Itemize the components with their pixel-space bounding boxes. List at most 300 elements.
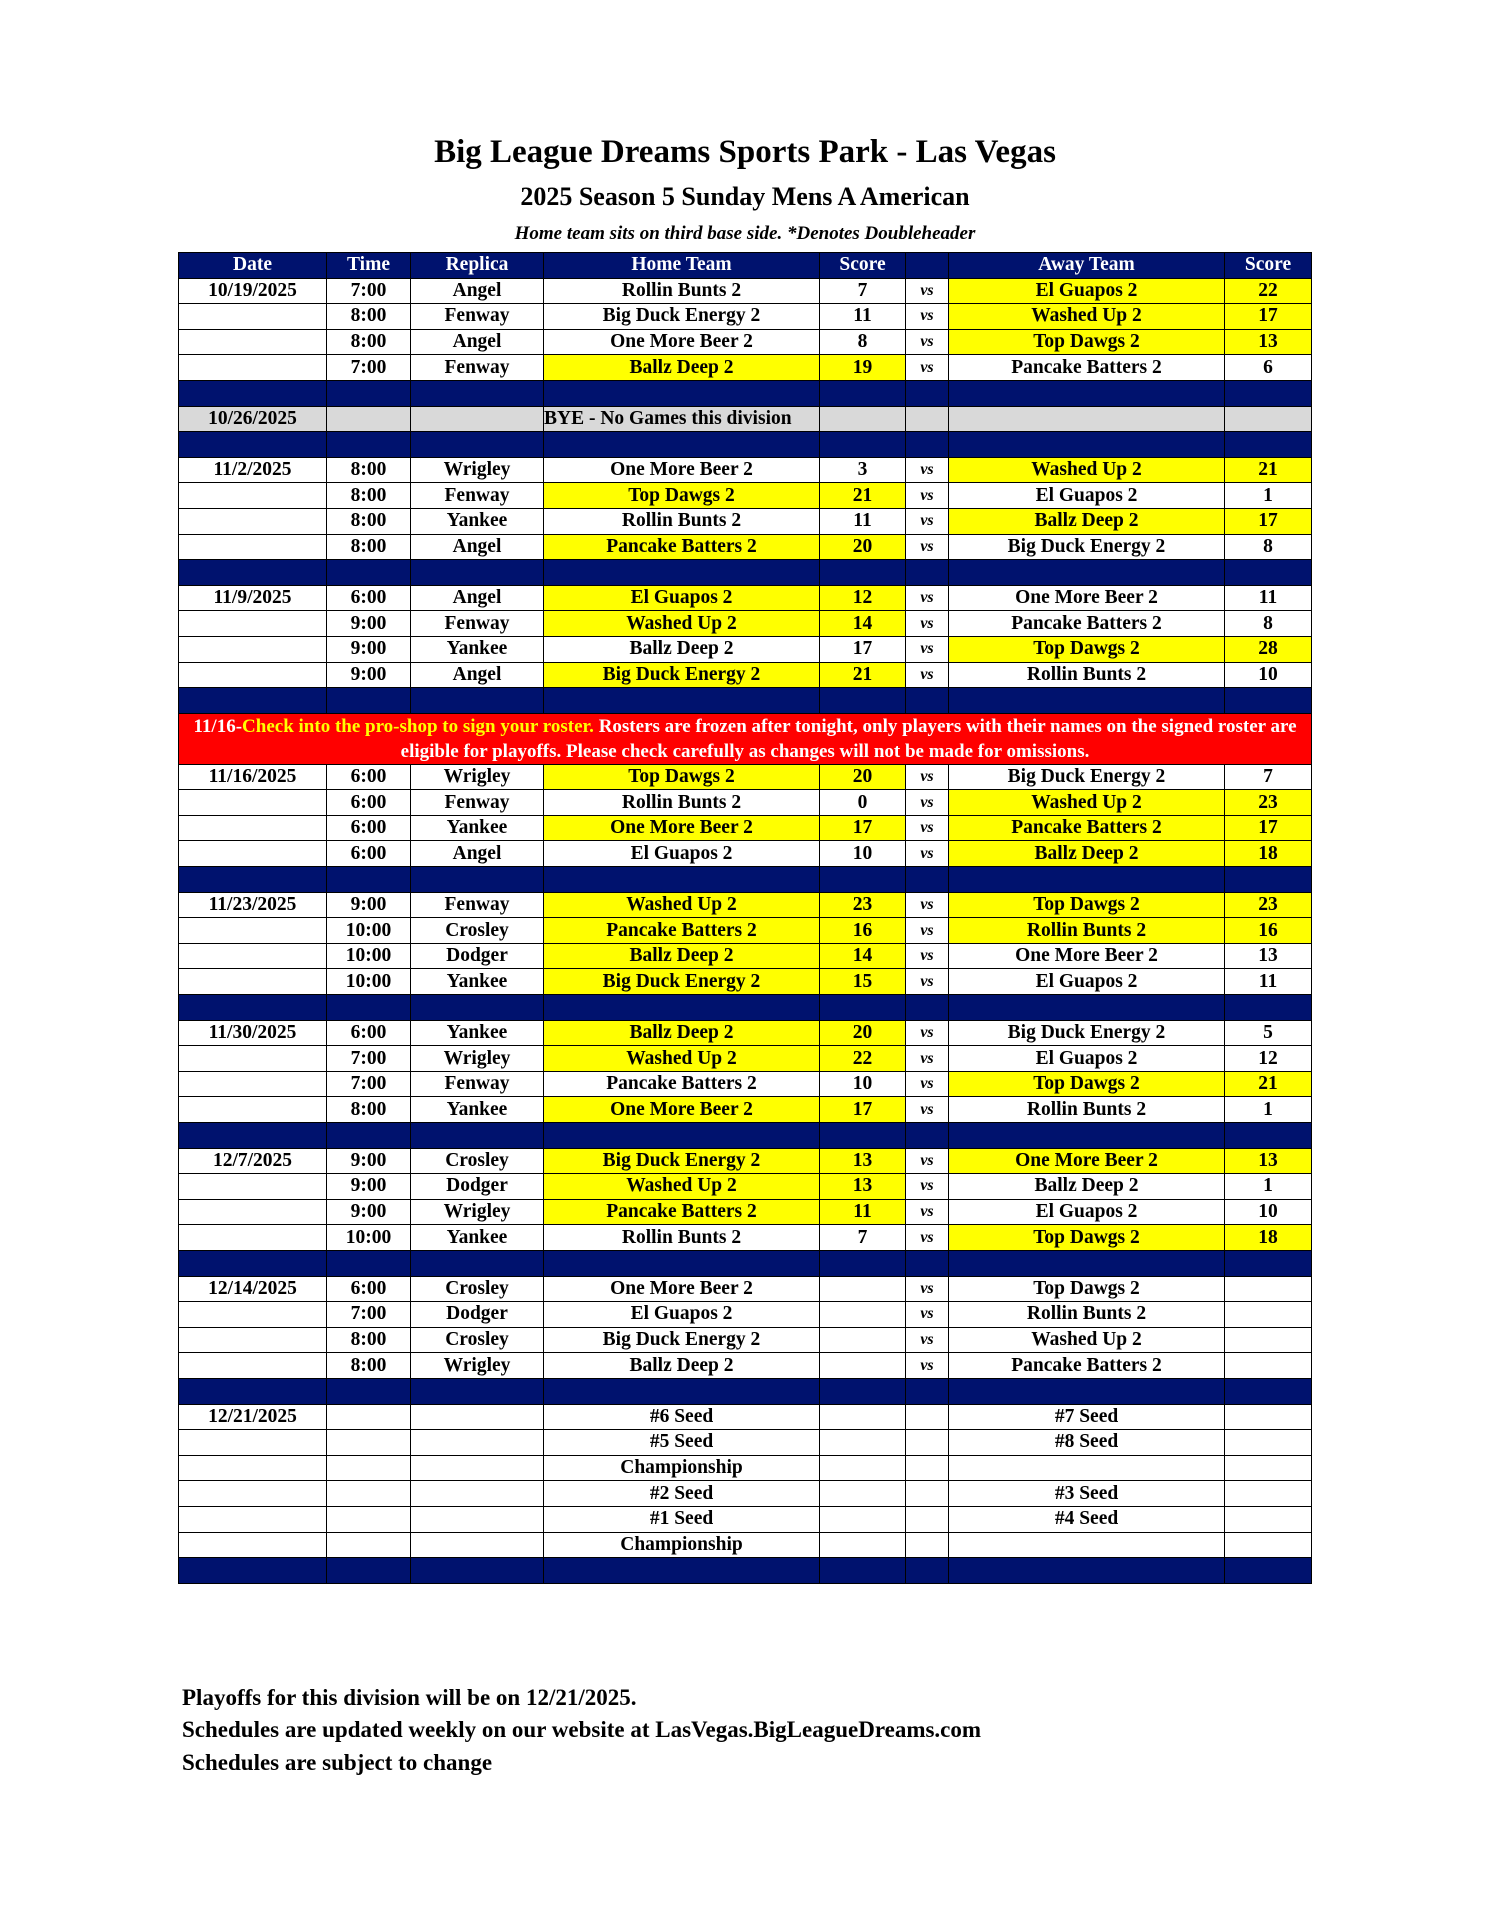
separator-cell xyxy=(820,1558,906,1584)
away-score-cell xyxy=(1225,1481,1312,1507)
date-cell xyxy=(179,1225,327,1251)
separator-cell xyxy=(327,867,411,893)
footer-change-note: Schedules are subject to change xyxy=(182,1750,493,1775)
away-score-cell: 28 xyxy=(1225,636,1312,662)
vs-cell xyxy=(906,406,949,432)
time-cell: 9:00 xyxy=(327,611,411,637)
game-row xyxy=(179,585,1312,611)
replica-field-cell: Wrigley xyxy=(411,457,544,483)
time-cell: 6:00 xyxy=(327,841,411,867)
home-team-cell: Rollin Bunts 2 xyxy=(544,1225,820,1251)
replica-cell xyxy=(411,1506,544,1532)
separator-cell xyxy=(820,867,906,893)
home-team-cell: Pancake Batters 2 xyxy=(544,534,820,560)
header-away-team: Away Team xyxy=(949,253,1225,279)
vs-cell: vs xyxy=(906,892,949,918)
separator-cell xyxy=(179,1123,327,1149)
vs-cell xyxy=(906,1481,949,1507)
vs-cell xyxy=(906,1404,949,1430)
home-team-cell: Pancake Batters 2 xyxy=(544,1071,820,1097)
away-team-cell: Pancake Batters 2 xyxy=(949,1353,1225,1379)
separator-cell xyxy=(906,380,949,406)
date-cell xyxy=(179,1481,327,1507)
separator-cell xyxy=(544,560,820,586)
away-seed-cell: #8 Seed xyxy=(949,1430,1225,1456)
home-score-cell: 10 xyxy=(820,1071,906,1097)
separator-cell xyxy=(179,867,327,893)
away-team-cell: Big Duck Energy 2 xyxy=(949,764,1225,790)
separator-cell xyxy=(544,688,820,714)
home-team-cell: Ballz Deep 2 xyxy=(544,943,820,969)
replica-cell xyxy=(411,1430,544,1456)
away-score-cell: 21 xyxy=(1225,1071,1312,1097)
replica-field-cell: Crosley xyxy=(411,918,544,944)
vs-cell: vs xyxy=(906,304,949,330)
home-team-cell: Big Duck Energy 2 xyxy=(544,1148,820,1174)
separator-cell xyxy=(820,1378,906,1404)
away-score-cell: 6 xyxy=(1225,355,1312,381)
time-cell: 7:00 xyxy=(327,1071,411,1097)
week-separator-row xyxy=(179,1558,1312,1584)
time-cell: 9:00 xyxy=(327,1199,411,1225)
time-cell: 8:00 xyxy=(327,457,411,483)
separator-cell xyxy=(411,380,544,406)
home-score-cell xyxy=(820,1353,906,1379)
away-score-cell: 17 xyxy=(1225,508,1312,534)
away-team-cell: Big Duck Energy 2 xyxy=(949,1020,1225,1046)
separator-cell xyxy=(820,688,906,714)
date-cell: 11/2/2025 xyxy=(179,457,327,483)
date-cell: 12/14/2025 xyxy=(179,1276,327,1302)
away-team-cell: Top Dawgs 2 xyxy=(949,1276,1225,1302)
separator-cell xyxy=(411,995,544,1021)
home-score-cell: 8 xyxy=(820,329,906,355)
separator-cell xyxy=(949,432,1225,458)
separator-cell xyxy=(906,1250,949,1276)
home-score-cell xyxy=(820,1455,906,1481)
separator-cell xyxy=(949,1558,1225,1584)
away-score-cell: 7 xyxy=(1225,764,1312,790)
replica-field-cell: Dodger xyxy=(411,943,544,969)
separator-cell xyxy=(544,432,820,458)
separator-cell xyxy=(906,995,949,1021)
time-cell: 6:00 xyxy=(327,1276,411,1302)
home-score-cell: 3 xyxy=(820,457,906,483)
time-cell: 10:00 xyxy=(327,918,411,944)
separator-cell xyxy=(906,688,949,714)
date-cell: 11/9/2025 xyxy=(179,585,327,611)
vs-cell: vs xyxy=(906,1225,949,1251)
away-team-cell: One More Beer 2 xyxy=(949,585,1225,611)
replica-field-cell: Wrigley xyxy=(411,1353,544,1379)
week-separator-row xyxy=(179,688,1312,714)
away-score-cell: 13 xyxy=(1225,943,1312,969)
vs-cell: vs xyxy=(906,918,949,944)
separator-cell xyxy=(906,1558,949,1584)
game-row xyxy=(179,457,1312,483)
vs-cell: vs xyxy=(906,1148,949,1174)
home-score-cell xyxy=(820,1430,906,1456)
replica-cell xyxy=(411,1455,544,1481)
separator-cell xyxy=(906,867,949,893)
home-team-cell: Top Dawgs 2 xyxy=(544,483,820,509)
replica-cell xyxy=(411,406,544,432)
vs-cell xyxy=(906,1532,949,1558)
date-cell xyxy=(179,1199,327,1225)
away-score-cell xyxy=(1225,1532,1312,1558)
home-team-cell: One More Beer 2 xyxy=(544,1276,820,1302)
time-cell xyxy=(327,1455,411,1481)
replica-field-cell: Fenway xyxy=(411,790,544,816)
home-score-cell xyxy=(820,1532,906,1558)
vs-cell: vs xyxy=(906,790,949,816)
separator-cell xyxy=(411,1250,544,1276)
time-cell: 9:00 xyxy=(327,892,411,918)
home-seed-cell: Championship xyxy=(544,1532,820,1558)
vs-cell: vs xyxy=(906,534,949,560)
replica-field-cell: Yankee xyxy=(411,815,544,841)
date-cell xyxy=(179,534,327,560)
separator-cell xyxy=(411,1558,544,1584)
away-team-cell: Washed Up 2 xyxy=(949,304,1225,330)
header-time: Time xyxy=(327,253,411,279)
away-score-cell xyxy=(1225,1404,1312,1430)
home-score-cell: 10 xyxy=(820,841,906,867)
away-team-cell: El Guapos 2 xyxy=(949,483,1225,509)
home-team-cell: Washed Up 2 xyxy=(544,611,820,637)
home-team-cell: Big Duck Energy 2 xyxy=(544,662,820,688)
home-team-cell: Ballz Deep 2 xyxy=(544,636,820,662)
game-row xyxy=(179,1097,1312,1123)
time-cell: 6:00 xyxy=(327,790,411,816)
replica-field-cell: Angel xyxy=(411,534,544,560)
game-row xyxy=(179,304,1312,330)
away-score-cell: 17 xyxy=(1225,304,1312,330)
home-score-cell: 13 xyxy=(820,1148,906,1174)
date-cell xyxy=(179,1353,327,1379)
time-cell: 8:00 xyxy=(327,1327,411,1353)
home-team-cell: Big Duck Energy 2 xyxy=(544,304,820,330)
away-team-cell: Rollin Bunts 2 xyxy=(949,1302,1225,1328)
week-separator-row xyxy=(179,995,1312,1021)
game-row xyxy=(179,1225,1312,1251)
away-team-cell: Pancake Batters 2 xyxy=(949,355,1225,381)
time-cell: 7:00 xyxy=(327,1302,411,1328)
separator-cell xyxy=(949,1250,1225,1276)
roster-notice-row xyxy=(179,713,1312,764)
week-separator-row xyxy=(179,1378,1312,1404)
date-cell xyxy=(179,918,327,944)
separator-cell xyxy=(544,1558,820,1584)
separator-cell xyxy=(1225,867,1312,893)
separator-cell xyxy=(411,1123,544,1149)
playoff-row xyxy=(179,1455,1312,1481)
home-team-cell: One More Beer 2 xyxy=(544,815,820,841)
away-seed-cell xyxy=(949,1532,1225,1558)
vs-cell: vs xyxy=(906,841,949,867)
replica-field-cell: Yankee xyxy=(411,636,544,662)
vs-cell: vs xyxy=(906,662,949,688)
game-row xyxy=(179,841,1312,867)
vs-cell: vs xyxy=(906,278,949,304)
home-score-cell: 23 xyxy=(820,892,906,918)
date-cell xyxy=(179,1046,327,1072)
game-row xyxy=(179,892,1312,918)
away-team-cell: Pancake Batters 2 xyxy=(949,815,1225,841)
replica-field-cell: Wrigley xyxy=(411,764,544,790)
date-cell: 11/23/2025 xyxy=(179,892,327,918)
home-score-cell: 21 xyxy=(820,662,906,688)
vs-cell: vs xyxy=(906,969,949,995)
header-date: Date xyxy=(179,253,327,279)
away-score-cell: 13 xyxy=(1225,1148,1312,1174)
away-team-cell: El Guapos 2 xyxy=(949,1199,1225,1225)
separator-cell xyxy=(906,1123,949,1149)
separator-cell xyxy=(544,380,820,406)
away-team-cell: Ballz Deep 2 xyxy=(949,1174,1225,1200)
away-score-cell: 8 xyxy=(1225,534,1312,560)
home-score-cell: 12 xyxy=(820,585,906,611)
away-team-cell: Top Dawgs 2 xyxy=(949,1225,1225,1251)
home-score-cell xyxy=(820,406,906,432)
game-row xyxy=(179,1071,1312,1097)
away-team-cell: Rollin Bunts 2 xyxy=(949,1097,1225,1123)
away-seed-cell xyxy=(949,1455,1225,1481)
vs-cell: vs xyxy=(906,355,949,381)
date-cell: 10/26/2025 xyxy=(179,406,327,432)
separator-cell xyxy=(411,867,544,893)
date-cell xyxy=(179,1506,327,1532)
replica-field-cell: Angel xyxy=(411,585,544,611)
away-score-cell: 21 xyxy=(1225,457,1312,483)
vs-cell: vs xyxy=(906,1353,949,1379)
week-separator-row xyxy=(179,560,1312,586)
home-team-cell: El Guapos 2 xyxy=(544,841,820,867)
date-cell xyxy=(179,329,327,355)
time-cell xyxy=(327,1430,411,1456)
home-score-cell xyxy=(820,1404,906,1430)
away-team-cell: Rollin Bunts 2 xyxy=(949,662,1225,688)
replica-cell xyxy=(411,1532,544,1558)
replica-field-cell: Dodger xyxy=(411,1302,544,1328)
notice-highlight: Check into the pro-shop to sign your roster. xyxy=(242,715,594,737)
playoff-row xyxy=(179,1481,1312,1507)
home-team-cell: One More Beer 2 xyxy=(544,329,820,355)
time-cell: 9:00 xyxy=(327,636,411,662)
game-row xyxy=(179,662,1312,688)
away-score-cell xyxy=(1225,1302,1312,1328)
away-score-cell: 10 xyxy=(1225,1199,1312,1225)
home-score-cell: 11 xyxy=(820,1199,906,1225)
away-score-cell xyxy=(1225,1327,1312,1353)
separator-cell xyxy=(820,1123,906,1149)
footer-website-note: Schedules are updated weekly on our website at LasVegas.BigLeagueDreams.com xyxy=(182,1717,982,1742)
vs-cell xyxy=(906,1430,949,1456)
game-row xyxy=(179,1020,1312,1046)
vs-cell: vs xyxy=(906,1199,949,1225)
replica-field-cell: Fenway xyxy=(411,611,544,637)
date-cell xyxy=(179,1455,327,1481)
separator-cell xyxy=(544,867,820,893)
home-score-cell: 17 xyxy=(820,815,906,841)
home-team-cell: Washed Up 2 xyxy=(544,1174,820,1200)
separator-cell xyxy=(949,380,1225,406)
separator-cell xyxy=(411,432,544,458)
bye-text: BYE - No Games this division xyxy=(544,406,820,432)
time-cell: 8:00 xyxy=(327,508,411,534)
replica-field-cell: Yankee xyxy=(411,1225,544,1251)
date-cell: 11/30/2025 xyxy=(179,1020,327,1046)
away-team-cell: Pancake Batters 2 xyxy=(949,611,1225,637)
game-row xyxy=(179,329,1312,355)
vs-cell: vs xyxy=(906,943,949,969)
week-separator-row xyxy=(179,432,1312,458)
vs-cell xyxy=(906,1506,949,1532)
game-row xyxy=(179,1327,1312,1353)
home-team-cell: El Guapos 2 xyxy=(544,585,820,611)
date-cell xyxy=(179,1174,327,1200)
date-cell: 10/19/2025 xyxy=(179,278,327,304)
game-row xyxy=(179,969,1312,995)
away-score-cell xyxy=(1225,1506,1312,1532)
home-team-cell: Washed Up 2 xyxy=(544,892,820,918)
vs-cell: vs xyxy=(906,1276,949,1302)
separator-cell xyxy=(544,995,820,1021)
away-team-cell: Big Duck Energy 2 xyxy=(949,534,1225,560)
separator-cell xyxy=(1225,1250,1312,1276)
separator-cell xyxy=(179,1558,327,1584)
date-cell xyxy=(179,790,327,816)
time-cell: 7:00 xyxy=(327,1046,411,1072)
away-score-cell: 12 xyxy=(1225,1046,1312,1072)
time-cell: 7:00 xyxy=(327,278,411,304)
away-score-cell: 23 xyxy=(1225,892,1312,918)
separator-cell xyxy=(327,1558,411,1584)
separator-cell xyxy=(1225,1558,1312,1584)
vs-cell: vs xyxy=(906,1020,949,1046)
schedule-body xyxy=(179,253,1312,1584)
separator-cell xyxy=(949,995,1225,1021)
home-team-cell: One More Beer 2 xyxy=(544,1097,820,1123)
separator-cell xyxy=(179,560,327,586)
home-score-cell: 0 xyxy=(820,790,906,816)
game-row xyxy=(179,815,1312,841)
away-score-cell xyxy=(1225,1430,1312,1456)
home-score-cell: 20 xyxy=(820,764,906,790)
vs-cell: vs xyxy=(906,815,949,841)
separator-cell xyxy=(1225,688,1312,714)
schedule-table xyxy=(178,252,1312,1584)
separator-cell xyxy=(544,1123,820,1149)
game-row xyxy=(179,355,1312,381)
home-score-cell xyxy=(820,1506,906,1532)
vs-cell: vs xyxy=(906,1046,949,1072)
home-team-cell: Ballz Deep 2 xyxy=(544,355,820,381)
away-team-cell: Washed Up 2 xyxy=(949,790,1225,816)
home-score-cell: 17 xyxy=(820,1097,906,1123)
game-row xyxy=(179,508,1312,534)
vs-cell xyxy=(906,1455,949,1481)
game-row xyxy=(179,1046,1312,1072)
home-score-cell: 21 xyxy=(820,483,906,509)
date-cell xyxy=(179,1071,327,1097)
time-cell: 6:00 xyxy=(327,815,411,841)
away-team-cell: One More Beer 2 xyxy=(949,943,1225,969)
home-score-cell: 14 xyxy=(820,611,906,637)
away-score-cell: 16 xyxy=(1225,918,1312,944)
home-team-cell: One More Beer 2 xyxy=(544,457,820,483)
home-score-cell: 11 xyxy=(820,304,906,330)
time-cell: 10:00 xyxy=(327,1225,411,1251)
separator-cell xyxy=(1225,1123,1312,1149)
away-score-cell: 13 xyxy=(1225,329,1312,355)
page-title: Big League Dreams Sports Park - Las Vegas xyxy=(434,134,1056,170)
separator-cell xyxy=(411,560,544,586)
home-score-cell: 13 xyxy=(820,1174,906,1200)
replica-cell xyxy=(411,1481,544,1507)
date-cell xyxy=(179,1302,327,1328)
replica-field-cell: Fenway xyxy=(411,304,544,330)
footer-playoffs-note: Playoffs for this division will be on 12/21/2025. xyxy=(182,1685,637,1710)
week-separator-row xyxy=(179,867,1312,893)
separator-cell xyxy=(327,560,411,586)
replica-field-cell: Wrigley xyxy=(411,1046,544,1072)
home-score-cell: 7 xyxy=(820,278,906,304)
vs-cell: vs xyxy=(906,1302,949,1328)
replica-field-cell: Fenway xyxy=(411,483,544,509)
vs-cell: vs xyxy=(906,329,949,355)
away-score-cell: 1 xyxy=(1225,483,1312,509)
separator-cell xyxy=(327,688,411,714)
time-cell: 7:00 xyxy=(327,355,411,381)
home-team-cell: Ballz Deep 2 xyxy=(544,1020,820,1046)
game-row xyxy=(179,534,1312,560)
away-team-cell xyxy=(949,406,1225,432)
replica-field-cell: Crosley xyxy=(411,1327,544,1353)
time-cell: 10:00 xyxy=(327,969,411,995)
replica-field-cell: Dodger xyxy=(411,1174,544,1200)
bye-row xyxy=(179,406,1312,432)
home-score-cell: 22 xyxy=(820,1046,906,1072)
home-team-cell: Rollin Bunts 2 xyxy=(544,278,820,304)
time-cell: 8:00 xyxy=(327,483,411,509)
home-score-cell: 20 xyxy=(820,1020,906,1046)
time-cell: 10:00 xyxy=(327,943,411,969)
replica-field-cell: Yankee xyxy=(411,1097,544,1123)
replica-field-cell: Yankee xyxy=(411,969,544,995)
game-row xyxy=(179,764,1312,790)
home-score-cell: 11 xyxy=(820,508,906,534)
separator-cell xyxy=(906,1378,949,1404)
home-team-cell: El Guapos 2 xyxy=(544,1302,820,1328)
home-score-cell xyxy=(820,1481,906,1507)
replica-field-cell: Crosley xyxy=(411,1276,544,1302)
away-score-cell: 10 xyxy=(1225,662,1312,688)
time-cell: 6:00 xyxy=(327,1020,411,1046)
header-away-score: Score xyxy=(1225,253,1312,279)
away-team-cell: Washed Up 2 xyxy=(949,457,1225,483)
time-cell: 8:00 xyxy=(327,304,411,330)
date-cell xyxy=(179,1430,327,1456)
separator-cell xyxy=(1225,1378,1312,1404)
away-team-cell: Rollin Bunts 2 xyxy=(949,918,1225,944)
replica-field-cell: Wrigley xyxy=(411,1199,544,1225)
date-cell xyxy=(179,969,327,995)
home-team-note: Home team sits on third base side. *Denotes Doubleheader xyxy=(514,223,976,244)
vs-cell: vs xyxy=(906,508,949,534)
game-row xyxy=(179,943,1312,969)
away-score-cell: 1 xyxy=(1225,1174,1312,1200)
